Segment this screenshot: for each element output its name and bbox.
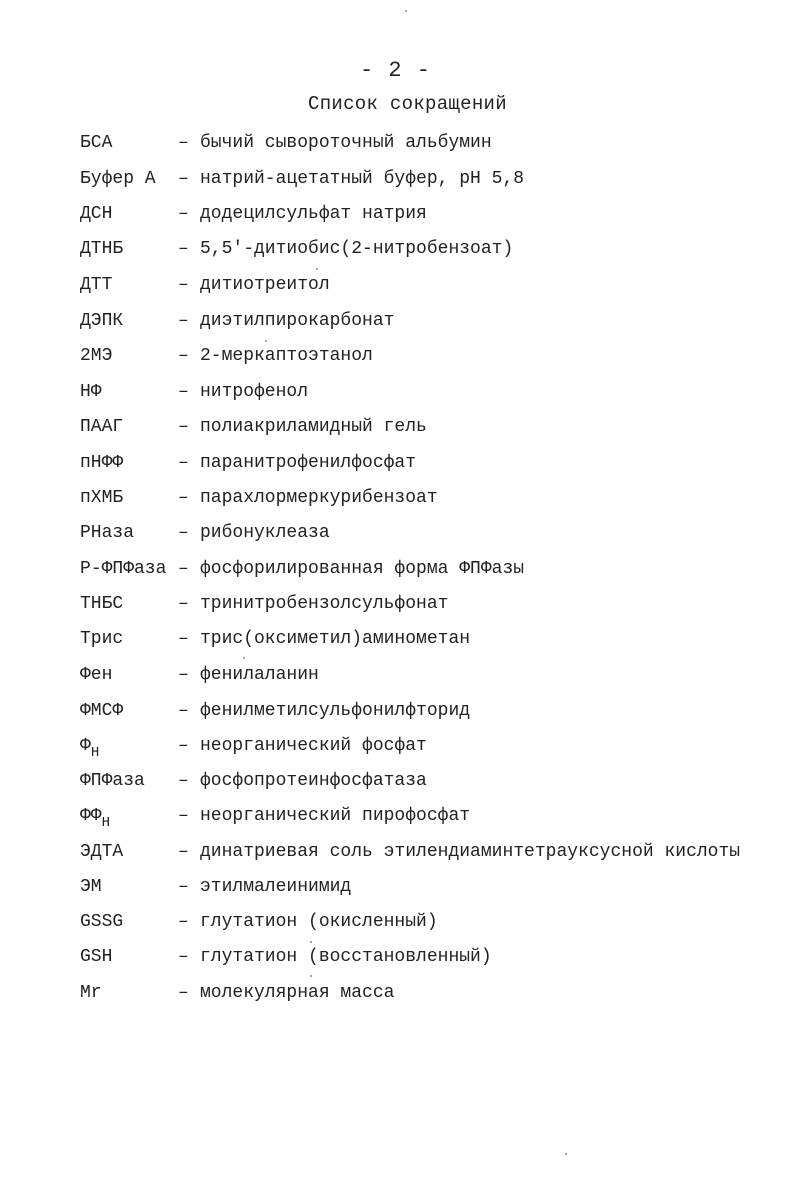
dash: – [178,275,189,295]
abbreviation: 2МЭ [80,346,113,366]
list-item [0,978,797,1008]
abbreviation: ДЭПК [80,311,124,331]
abbreviation: ФПФаза [80,771,145,791]
dash: – [178,701,189,721]
definition: фосфопротеинфосфатаза [200,771,427,791]
definition: этилмалеинимид [200,877,352,897]
definition: трис(оксиметил)аминометан [200,629,471,649]
abbreviation: GSH [80,947,113,967]
abbreviation: ДТНБ [80,239,124,259]
abbreviation: ФМСФ [80,701,124,721]
dash: – [178,133,189,153]
abbreviation: ЭДТА [80,842,124,862]
list-item [0,872,797,902]
definition: натрий-ацетатный буфер, рН 5,8 [200,169,525,189]
dash: – [178,239,189,259]
list-item [0,907,797,937]
dash: – [178,311,189,331]
dash: – [178,842,189,862]
dash: – [178,523,189,543]
list-item [0,341,797,371]
abbreviation: ДТТ [80,275,113,295]
list-item [0,801,797,831]
definition: неорганический пирофосфат [200,806,471,826]
list-item [0,483,797,513]
dash: – [178,983,189,1003]
list-item [0,128,797,158]
page-title: Список сокращений [308,93,507,115]
definition: неорганический фосфат [200,736,427,756]
abbreviation: БСА [80,133,113,153]
dash: – [178,169,189,189]
definition: фосфорилированная форма ФПФазы [200,559,525,579]
dash: – [178,806,189,826]
scan-speck [405,10,407,12]
dash: – [178,204,189,224]
scan-speck [316,268,318,270]
abbreviation: ТНБС [80,594,124,614]
abbreviation: Фен [80,665,113,685]
abbreviation: Трис [80,629,124,649]
abbreviation: РНаза [80,523,135,543]
list-item [0,270,797,300]
dash: – [178,382,189,402]
list-item [0,518,797,548]
definition: молекулярная масса [200,983,395,1003]
list-item [0,589,797,619]
scan-speck [243,657,245,659]
abbreviation: Буфер А [80,169,156,189]
list-item [0,234,797,264]
definition: диэтилпирокарбонат [200,311,395,331]
abbreviation: Р-ФПФаза [80,559,167,579]
dash: – [178,771,189,791]
abbreviation: Mr [80,983,102,1003]
scan-speck [265,340,267,342]
scan-speck [310,975,312,977]
abbreviation: пНФФ [80,453,124,473]
definition: полиакриламидный гель [200,417,427,437]
abbreviation: ДСН [80,204,113,224]
dash: – [178,346,189,366]
list-item [0,554,797,584]
list-item [0,199,797,229]
definition: фенилаланин [200,665,319,685]
abbreviation: $ФФ_Н$ [80,806,111,831]
dash: – [178,912,189,932]
definition: паранитрофенилфосфат [200,453,417,473]
dash: – [178,559,189,579]
definition: нитрофенол [200,382,309,402]
abbreviation: НФ [80,382,102,402]
list-item [0,942,797,972]
dash: – [178,736,189,756]
definition: фенилметилсульфонилфторид [200,701,471,721]
definition: глутатион (окисленный) [200,912,438,932]
abbreviation: ЭМ [80,877,102,897]
list-item [0,766,797,796]
definition: дитиотреитол [200,275,330,295]
list-item [0,660,797,690]
list-item [0,164,797,194]
list-item [0,731,797,761]
abbreviation: ПААГ [80,417,124,437]
abbreviation: GSSG [80,912,124,932]
definition: глутатион (восстановленный) [200,947,492,967]
definition: динатриевая соль этилендиаминтетрауксусной кислоты [200,842,741,862]
definition: 5,5'-дитиобис(2-нитробензоат) [200,239,514,259]
dash: – [178,453,189,473]
dash: – [178,665,189,685]
definition: тринитробензолсульфонат [200,594,449,614]
page-number: - 2 - [360,58,432,83]
dash: – [178,629,189,649]
definition: 2-меркаптоэтанол [200,346,373,366]
definition: парахлормеркурибензоат [200,488,438,508]
list-item [0,412,797,442]
dash: – [178,417,189,437]
list-item [0,306,797,336]
dash: – [178,947,189,967]
scan-speck [310,941,312,943]
list-item [0,696,797,726]
definition: додецилсульфат натрия [200,204,427,224]
list-item [0,837,797,867]
dash: – [178,488,189,508]
scan-speck [565,1153,567,1155]
list-item [0,448,797,478]
dash: – [178,877,189,897]
abbreviation: пХМБ [80,488,124,508]
dash: – [178,594,189,614]
list-item [0,377,797,407]
definition: бычий сывороточный альбумин [200,133,492,153]
abbreviation: $Ф_Н$ [80,736,100,761]
list-item [0,624,797,654]
definition: рибонуклеаза [200,523,330,543]
